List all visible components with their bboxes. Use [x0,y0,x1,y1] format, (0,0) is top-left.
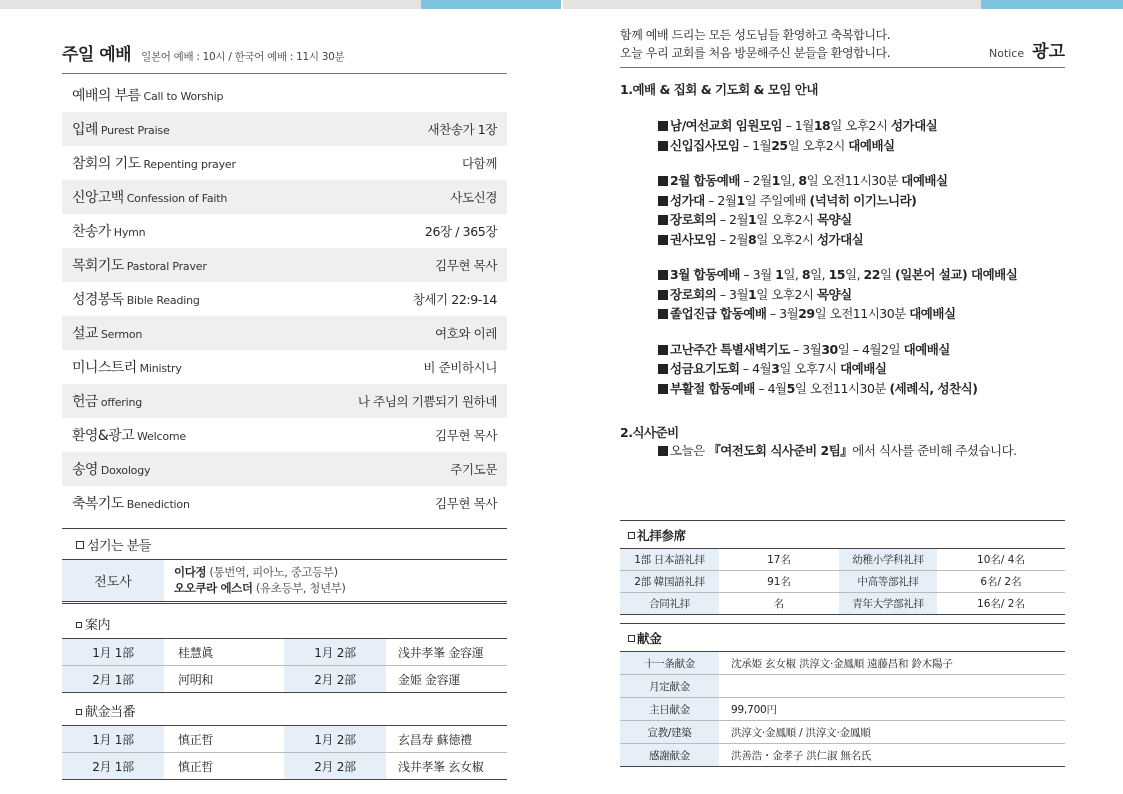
announcement-part: 일 오후2시 [830,118,891,133]
square-icon [628,635,635,642]
announcement-group [658,171,1065,249]
table-cell-label: 月定献金 [620,675,719,697]
order-item-ko: 찬송가 [72,224,111,240]
bullet-square-icon [658,141,668,151]
table-cell-label: 感謝献金 [620,744,719,766]
order-item-name [72,255,207,275]
order-item [62,418,507,452]
order-item-en: Bible Reading [126,294,200,307]
table-cell-label: 1月 2部 [284,639,386,665]
table-cell-value: 河明和 [178,672,214,687]
announcement-item [658,116,1065,136]
table-row [620,549,1065,571]
table-cell-label: 2月 2部 [284,666,386,692]
announcement-part: – 3월 [789,341,822,357]
announcement-group [658,265,1065,324]
order-item-name [72,221,145,241]
announcement-part: 성가대실 [816,231,864,247]
notice-header [620,26,1065,68]
order-item-en: Sermon [100,328,143,341]
table-cell-value: 17名 [767,554,791,566]
announcement-part: 일 오전11시30분 [814,306,910,321]
announcement-part: 목양실 [816,286,852,302]
announcement-part: 일 [879,267,896,282]
table-cell-label: 青年大学部礼拝 [839,593,937,614]
order-item-en: Doxology [100,464,151,477]
table-row [62,753,507,780]
announcement-item [658,285,1065,305]
announcement-item [658,171,1065,191]
announcement-group [658,340,1065,399]
announcement-item [658,136,1065,156]
table-cell-label: 合同礼拝 [620,593,719,614]
square-icon [628,532,635,539]
guide-title-text: 案内 [85,618,111,633]
table-cell-value: 浅井孝峯 玄女椒 [398,759,484,774]
table-cell-label: 幼稚小学科礼拝 [839,549,937,570]
announcement-part: 29 [798,306,815,321]
order-item-name [72,391,142,411]
meal-heading: 2.식사준비 [620,425,679,440]
table-row [620,698,1065,721]
bullet-square-icon [658,176,668,186]
order-item-ko: 목회기도 [72,258,124,274]
announcement-group [658,116,1065,155]
announcement-item [658,379,1065,399]
order-item-value: 창세기 22:9-14 [412,292,497,307]
server-role: (통번역, 피아노, 중고등부) [209,565,338,579]
servers-section-title [62,529,507,559]
announcement-part: – 3월 [739,267,776,282]
order-item-value: 주기도문 [450,462,497,477]
table-cell-label: 十一条献金 [620,652,719,674]
announcement-part: (일본어 설교) 대예배실 [895,267,1018,282]
bullet-square-icon [658,215,668,225]
table-cell-value: 16名/ 2名 [977,598,1025,610]
table-row [62,666,507,693]
order-item-en: Confession of Faith [126,192,228,205]
order-item-ko: 성경봉독 [72,292,124,308]
order-item-value: 나 주님의 기쁨되기 원하네 [357,394,497,409]
announcement-part: 일 오후2시 [787,137,849,153]
announcement-part: 성금요기도회 [670,361,740,376]
order-item-name [72,425,186,445]
meal-text: 오늘은 [670,443,709,458]
table-cell-value: 金姫 金容運 [398,672,461,687]
table-cell-label: 2部 韓国語礼拝 [620,571,719,592]
announcement-part: 성가대 [670,192,705,208]
table-cell-value: 玄昌寿 蘇徳禮 [398,732,472,747]
offering-duty-table [62,725,507,780]
order-item-value: 다함께 [461,156,497,171]
attendance-table [620,520,1065,615]
announcement-item [658,304,1065,324]
announcement-part: 부활절 합동예배 [670,380,755,396]
notice-title [989,37,1065,62]
offering-title-text: 献金 [637,631,662,646]
order-item-ko: 설교 [72,326,98,342]
announcement-item [658,340,1065,360]
offering-title [620,624,1065,652]
meal-team: 『여전도회 식사준비 2팀』 [708,443,853,458]
announcement-part: 대예배실 [903,341,950,357]
announcement-part: – 1월 [782,118,814,133]
order-item-name [72,187,227,207]
announcement-part: 남/여선교회 임원모임 [670,118,783,133]
worship-header [62,40,507,74]
order-item-en: Hymn [113,226,146,239]
order-item-value: 김무현 목사 [435,496,497,511]
announcement-part: 장로회의 [670,286,717,302]
server-name: 오오쿠라 에스더 [174,581,253,595]
announcement-part: 25 [771,137,788,153]
order-item-ko: 신앙고백 [72,190,124,206]
order-item [62,248,507,282]
order-item-ko: 참회의 기도 [72,156,141,172]
table-cell-value [719,675,1065,697]
square-icon [76,622,82,628]
square-icon [76,541,84,549]
servers-box [62,559,507,604]
order-item-name [72,493,190,513]
table-cell-value: 6名/ 2名 [980,576,1022,588]
order-item-name [72,459,150,479]
announcement-part: 대예배실 [848,137,895,153]
announcement-part: 일 – 4월2일 [837,341,904,357]
order-item-name [72,357,182,377]
order-item-en: Call to Worship [143,90,224,103]
announcement-part: 일 오후7시 [779,361,841,376]
order-item-value: 사도신경 [450,190,497,205]
order-item-en: Repenting prayer [143,158,236,171]
announcement-part: 3 [771,361,780,376]
announcements-heading: 1.예배 & 집회 & 기도회 & 모임 안내 [620,82,818,97]
top-bar-right [563,0,1123,9]
table-cell-value: 洪善浩・金孝子 洪仁淑 無名氏 [731,749,872,762]
bullet-square-icon [658,121,668,131]
announcement-part: – 4월 [754,380,787,396]
announcement-part: 일 오전11시30분 [794,380,890,396]
announcement-part: 목양실 [816,212,852,227]
bullet-square-icon [658,364,668,374]
order-item-ko: 환영&광고 [72,428,135,444]
announcement-part: 일 오후2시 [756,231,817,247]
offering-duty-title-text: 献金当番 [85,705,136,720]
order-item-ko: 미니스트리 [72,360,137,376]
order-item-ko: 예배의 부름 [72,88,141,104]
order-item-name [72,323,142,343]
top-bar-accent-left [421,0,561,9]
table-row [62,639,507,666]
guide-section-title [62,608,507,638]
table-cell-label: 1月 1部 [62,726,164,752]
announcement-part: 8 [748,231,757,247]
announcement-part: – 2월 [716,231,749,247]
announcement-part: 30 [821,341,838,357]
announcement-part: 22 [863,267,880,282]
notice-page [620,26,1065,767]
table-cell-label: 2月 2部 [284,753,386,779]
welcome-message [620,26,890,62]
servers-label: 전도사 [62,560,164,601]
worship-order-page [62,40,507,780]
announcement-part: 일 오후2시 [756,212,817,227]
bullet-square-icon [658,235,668,245]
announcement-part: 일 오후2시 [756,286,817,302]
order-item-value: 새찬송가 1장 [427,122,497,137]
meal-text: 에서 식사를 준비해 주셨습니다. [852,443,1017,458]
table-cell-value: 91名 [767,576,791,588]
announcement-part: 일, [810,267,829,282]
table-cell-label: 主日献金 [620,698,719,720]
order-item-en: Purest Praise [100,124,170,137]
announcement-part: 1 [748,212,757,227]
announcement-part: 1 [748,286,757,302]
order-item [62,486,507,520]
order-item-ko: 축복기도 [72,496,124,512]
notice-title-en: Notice [988,47,1025,60]
table-cell-value: 浅井孝峯 金容運 [398,645,484,660]
order-item [62,214,507,248]
announcement-part: 1 [771,173,780,188]
table-cell-label: 1月 2部 [284,726,386,752]
server-name: 이다정 [174,565,207,579]
order-item-name [72,153,236,173]
bullet-square-icon [658,446,668,456]
announcement-part: 일, [783,267,802,282]
announcement-part: 2월 합동예배 [670,173,740,188]
table-cell-value: 慎正哲 [178,732,214,747]
announcement-item [658,210,1065,230]
order-item [62,384,507,418]
bullet-square-icon [658,345,668,355]
announcement-part: 고난주간 특별새벽기도 [670,341,790,357]
order-item [62,452,507,486]
order-item-ko: 송영 [72,462,98,478]
order-item [62,112,507,146]
table-row [620,744,1065,767]
offering-table [620,623,1065,767]
servers-names [164,560,356,601]
order-item-name [72,289,200,309]
attendance-title [620,521,1065,549]
table-cell-label: 1月 1部 [62,639,164,665]
announcement-part: – 1월 [739,137,772,153]
announcement-item [658,265,1065,285]
top-bar-left [0,0,561,9]
announcement-part: 일, [845,267,864,282]
order-item [62,180,507,214]
announcement-part: 권사모임 [670,231,717,247]
order-item-ko: 입례 [72,122,98,138]
announcement-part: 8 [801,267,811,282]
square-icon [76,709,82,715]
announcement-part: – 2월 [704,192,737,208]
announcement-part: 대예배실 [909,306,956,321]
order-item [62,316,507,350]
table-cell-value: 10名/ 4名 [977,554,1025,566]
order-item-value: 26장 / 365장 [424,224,497,239]
announcement-part: 성가대실 [890,118,938,133]
order-item [62,282,507,316]
announcement-part: 신입집사모임 [670,137,740,153]
server-role: (유초등부, 청년부) [255,581,346,595]
announcement-part: 일, [779,173,799,188]
table-cell-value: 99,700円 [731,703,777,716]
bullet-square-icon [658,196,668,206]
bullet-square-icon [658,384,668,394]
announcement-part: 18 [813,118,831,133]
table-cell-label: 中高等部礼拝 [839,571,937,592]
announcement-part: 5 [786,380,795,396]
table-cell-value: 洪淳文·金鳳順 / 洪淳文·金鳳順 [731,726,871,739]
order-item-value: 김무현 목사 [435,428,497,443]
servers-title-text: 섬기는 분들 [87,539,151,554]
bullet-square-icon [658,290,668,300]
table-row [620,675,1065,698]
announcement-part: 1 [736,192,745,208]
table-row [620,571,1065,593]
order-item-name [72,85,223,105]
order-item-value: 비 준비하시니 [423,360,497,375]
announcement-part: 졸업진급 합동예배 [670,306,767,321]
order-item-ko: 헌금 [72,394,98,410]
order-item-value: 여호와 이레 [435,326,497,341]
announcement-part: (세례식, 성찬식) [889,380,978,396]
bullet-square-icon [658,309,668,319]
order-item-name [72,119,170,139]
table-row [620,721,1065,744]
bullet-square-icon [658,270,668,280]
notice-title-ko: 광고 [1032,42,1065,62]
table-cell-value: 名 [773,598,785,610]
order-item [62,146,507,180]
table-row [620,652,1065,675]
announcement-item [658,359,1065,379]
meal-line [658,441,1065,460]
announcement-part: 1 [775,267,784,282]
offering-duty-section-title [62,695,507,725]
table-row [62,726,507,753]
table-cell-value: 桂慧眞 [178,645,214,660]
announcement-part: 일 주일예배 [744,192,810,208]
announcement-part: (넉넉히 이기느니라) [809,192,917,208]
table-cell-label: 2月 1部 [62,666,164,692]
order-item [62,78,507,112]
announcement-item [658,191,1065,211]
service-times: 일본어 예배 : 10시 / 한국어 예배 : 11시 30분 [141,51,345,63]
table-cell-label: 1部 日本語礼拝 [620,549,719,570]
announcement-part: 장로회의 [670,212,717,227]
announcement-part: 일 오전11시30분 [806,173,902,188]
announcement-part: 15 [828,267,846,282]
order-item-en: Benediction [126,498,190,511]
table-cell-value: 慎正哲 [178,759,214,774]
page-title: 주일 예배 [62,45,132,65]
announcement-part: – 3월 [716,286,749,302]
order-item-value: 김무현 목사 [435,258,497,273]
announcement-item [658,230,1065,250]
order-item [62,350,507,384]
announcement-part: 대예배실 [840,361,887,376]
top-bar-accent-right [981,0,1123,9]
order-item-en: Pastoral Praver [126,260,207,273]
table-cell-value: 沈承姫 玄女椒 洪淳文·金鳳順 遠藤昌和 鈴木陽子 [731,657,953,670]
table-cell-label: 宣教/建築 [620,721,719,743]
table-row [620,593,1065,615]
announcement-part: – 4월 [739,361,772,376]
worship-order-list [62,78,507,520]
attendance-title-text: 礼拝参席 [637,528,686,543]
order-item-en: offering [100,396,143,409]
welcome-line: 함께 예배 드리는 모든 성도님들 환영하고 축복합니다. [620,28,891,42]
order-item-en: Welcome [137,430,186,443]
announcement-part: 8 [798,173,807,188]
announcement-part: – 2월 [716,212,749,227]
order-item-en: Ministry [139,362,182,375]
table-cell-label: 2月 1部 [62,753,164,779]
announcement-part: 대예배실 [901,173,948,188]
guide-table [62,638,507,693]
announcement-part: – 3월 [766,306,799,321]
welcome-line: 오늘 우리 교회를 처음 방문해주신 분들을 환영합니다. [620,46,891,60]
announcement-part: 3월 합동예배 [670,267,740,282]
announcement-part: – 2월 [739,173,772,188]
